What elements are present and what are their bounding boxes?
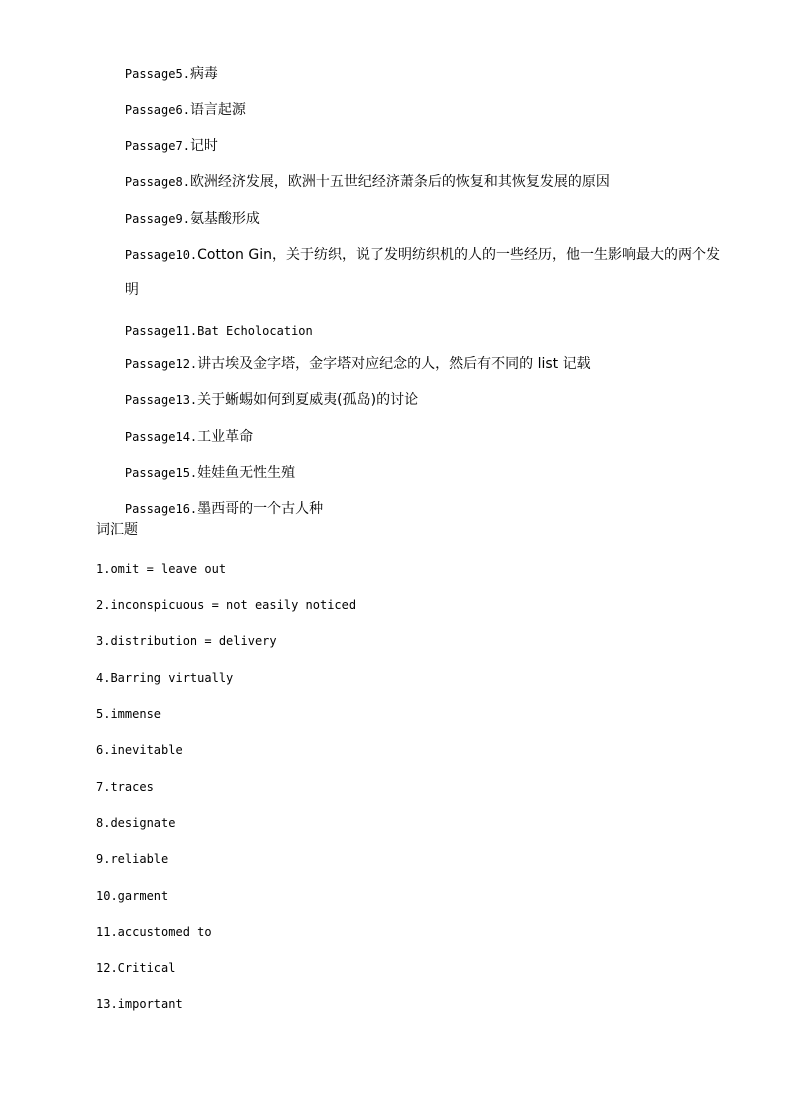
vocab-item: 13.important: [96, 997, 183, 1011]
vocab-item: 6.inevitable: [96, 743, 183, 757]
vocab-item: 11.accustomed to: [96, 925, 212, 939]
passage-label: Passage9.: [124, 212, 190, 226]
passage-label: Passage6.: [124, 103, 190, 117]
passage-topic: Bat Echolocation: [197, 324, 313, 338]
passage-topic: Cotton Gin，关于纺织，说了发明纺织机的人的一些经历，他一生影响最大的两个发: [197, 247, 720, 263]
passage-topic: 讲古埃及金字塔，金字塔对应纪念的人，然后有不同的 list 记载: [197, 356, 591, 372]
passage-label: Passage5.: [124, 67, 190, 81]
passage-label: Passage11.: [124, 324, 198, 338]
passage-label: Passage7.: [124, 139, 190, 153]
vocab-item: 9.reliable: [96, 852, 169, 866]
passage-label: Passage10.: [124, 248, 198, 262]
vocab-item: 2.inconspicuous = not easily noticed: [96, 598, 357, 612]
vocab-item: 7.traces: [96, 780, 154, 794]
passage-topic: 欧洲经济发展，欧洲十五世纪经济萧条后的恢复和其恢复发展的原因: [189, 174, 610, 190]
passage-label: Passage14.: [124, 430, 198, 444]
passage-16: [96, 485, 696, 533]
vocab-item: 8.designate: [96, 816, 176, 830]
vocab-item: 3.distribution = delivery: [96, 634, 277, 648]
passage-label: Passage8.: [124, 175, 190, 189]
passage-label: Passage13.: [124, 393, 198, 407]
passage-topic: 语言起源: [189, 102, 246, 118]
passage-label: Passage16.: [124, 502, 198, 516]
passage-topic-continued: 明: [124, 282, 139, 298]
vocab-item: 1.omit = leave out: [96, 562, 227, 576]
passage-label: Passage12.: [124, 357, 198, 371]
passage-topic: 关于蜥蜴如何到夏威夷(孤岛)的讨论: [197, 392, 419, 408]
passage-topic: 记时: [189, 138, 218, 154]
vocab-item: 12.Critical: [96, 961, 176, 975]
vocab-item: 5.immense: [96, 707, 162, 721]
passage-topic: 病毒: [189, 66, 218, 82]
passage-label: Passage15.: [124, 466, 198, 480]
vocab-heading: 词汇题: [96, 522, 138, 538]
passage-topic: 氨基酸形成: [189, 211, 260, 227]
passage-topic: 娃娃鱼无性生殖: [197, 465, 296, 481]
vocab-item: 10.garment: [96, 889, 169, 903]
passage-topic: 墨西哥的一个古人种: [197, 501, 324, 517]
vocab-item: 4.Barring virtually: [96, 671, 234, 685]
passage-topic: 工业革命: [197, 429, 254, 445]
